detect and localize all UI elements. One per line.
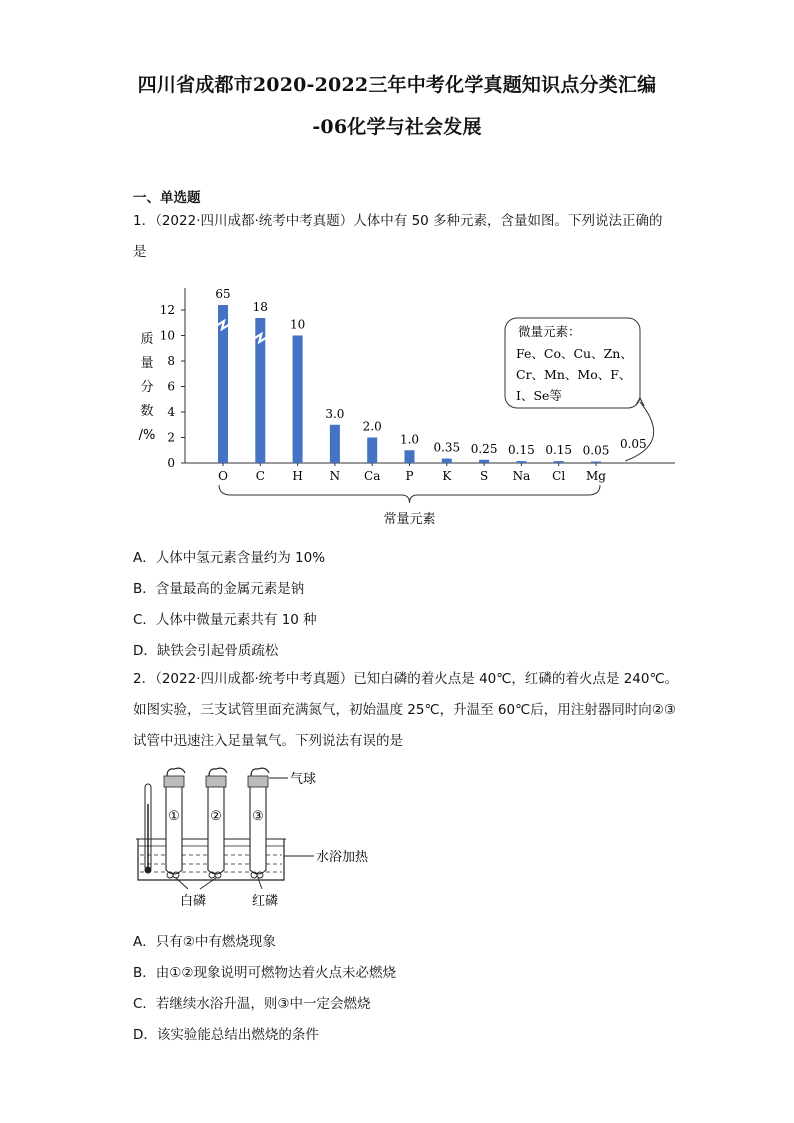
data-label: 0.15 <box>508 443 535 458</box>
q1-option-a: A．人体中氢元素含量约为 10% <box>133 550 326 566</box>
q2-option-a: A．只有②中有燃烧现象 <box>133 934 276 950</box>
q2-option-c: C．若继续水浴升温，则③中一定会燃烧 <box>133 996 371 1012</box>
bar-Mg <box>591 462 601 464</box>
bar-Ca <box>367 438 377 464</box>
y-tick-label: 2 <box>167 430 175 445</box>
q1-option-c: C．人体中微量元素共有 10 种 <box>133 612 317 628</box>
y-tick-label: 8 <box>167 354 175 368</box>
category-brace <box>219 485 600 503</box>
y-axis-label-char: 分 <box>140 380 154 395</box>
y-tick-label: 12 <box>159 303 175 317</box>
section-heading: 一、单选题 <box>133 190 201 206</box>
thermometer-icon <box>145 784 152 874</box>
y-axis-label-char: 质 <box>140 332 154 347</box>
bar-Cl <box>554 461 564 463</box>
q2-option-b: B．由①②现象说明可燃物达着火点未必燃烧 <box>133 965 396 981</box>
q2-line-2: 如图实验，三支试管里面充满氮气，初始温度 25℃，升温至 60℃后，用注射器同时向②③ <box>133 702 676 718</box>
element-content-chart <box>130 280 690 532</box>
data-label: 65 <box>215 287 231 301</box>
callout-line: Fe、Co、Cu、Zn、 <box>516 346 633 361</box>
y-tick-label: 0 <box>167 456 175 470</box>
bar-S <box>479 460 489 463</box>
title-line-1: 四川省成都市2020-2022三年中考化学真题知识点分类汇编 <box>137 74 657 96</box>
callout-line: 微量元素： <box>518 324 581 339</box>
x-tick-label: N <box>329 469 341 483</box>
x-tick-label: C <box>255 469 265 483</box>
title-line-2: -06化学与社会发展 <box>312 116 482 138</box>
y-axis-label-char: 量 <box>140 356 154 371</box>
tube-label-3: ③ <box>252 809 264 824</box>
bar-Na <box>516 461 526 463</box>
q1-option-b: B．含量最高的金属元素是钠 <box>133 581 305 597</box>
tube-label-1: ① <box>168 809 180 824</box>
y-axis-label-char: /% <box>138 428 156 443</box>
data-label: 0.35 <box>433 440 461 455</box>
data-label: 1.0 <box>399 432 420 447</box>
data-label: 2.0 <box>362 419 382 434</box>
callout-arrow <box>625 402 653 461</box>
bar-N <box>330 425 340 463</box>
x-tick-label: O <box>218 469 228 483</box>
bar-H <box>293 336 303 464</box>
x-tick-label: K <box>442 469 452 483</box>
q1-option-d: D．缺铁会引起骨质疏松 <box>133 643 279 659</box>
balloon-label: 气球 <box>290 772 317 787</box>
data-label: 0.05 <box>582 443 610 458</box>
bath-label: 水浴加热 <box>316 850 369 865</box>
y-tick-label: 6 <box>167 379 175 394</box>
data-label: 3.0 <box>325 406 345 421</box>
q2-line-1: 2．（2022·四川成都·统考中考真题）已知白磷的着火点是 40℃，红磷的着火点是 240℃。 <box>133 671 679 687</box>
tube-label-2: ② <box>210 809 222 824</box>
bar-P <box>405 450 415 463</box>
extra-data-label: 0.05 <box>619 437 647 451</box>
data-label: 18 <box>252 300 268 314</box>
y-axis-label-char: 数 <box>140 404 154 419</box>
x-tick-label: Cl <box>552 469 566 483</box>
bar-K <box>442 459 452 463</box>
q2-line-3: 试管中迅速注入足量氧气。下列说法有误的是 <box>133 733 403 749</box>
red-phosphorus-label: 红磷 <box>252 894 279 909</box>
x-tick-label: Mg <box>586 469 606 483</box>
brace-label: 常量元素 <box>383 512 436 527</box>
x-tick-label: P <box>405 469 414 483</box>
x-tick-label: Ca <box>364 469 381 483</box>
data-label: 10 <box>289 317 306 332</box>
experiment-diagram <box>136 764 386 914</box>
x-tick-label: S <box>479 469 489 483</box>
q1-line-2: 是 <box>133 244 147 260</box>
x-tick-label: H <box>292 469 303 483</box>
y-tick-label: 4 <box>167 405 175 419</box>
white-phosphorus-label: 白磷 <box>180 894 207 909</box>
q2-option-d: D．该实验能总结出燃烧的条件 <box>133 1027 319 1043</box>
callout-line: I、Se等 <box>516 388 562 403</box>
data-label: 0.15 <box>545 443 573 458</box>
x-tick-label: Na <box>512 469 531 483</box>
y-tick-label: 10 <box>159 328 175 343</box>
data-label: 0.25 <box>470 441 498 456</box>
q1-line-1: 1．（2022·四川成都·统考中考真题）人体中有 50 多种元素，含量如图。下列说法正确的 <box>133 213 663 229</box>
callout-line: Cr、Mn、Mo、F、 <box>516 367 632 382</box>
